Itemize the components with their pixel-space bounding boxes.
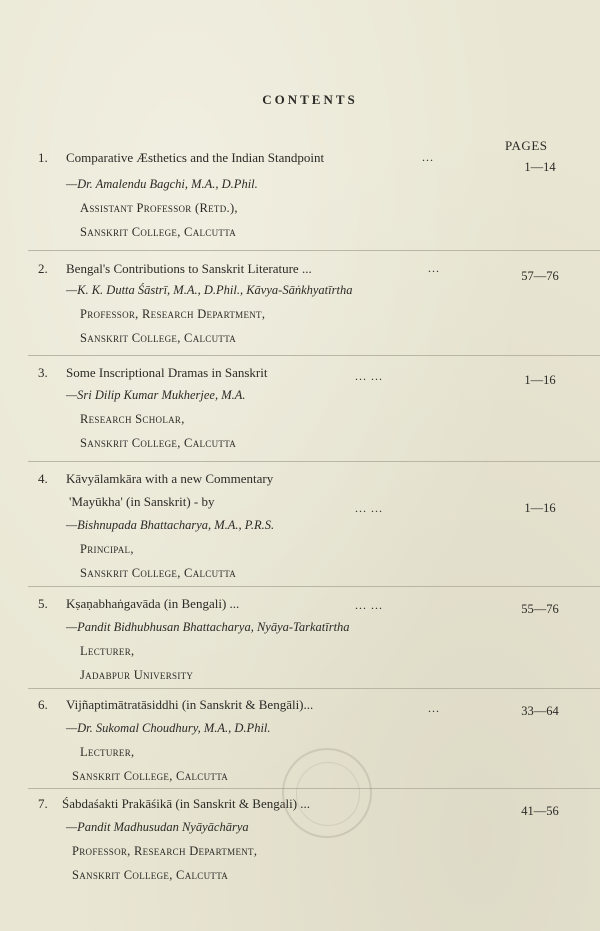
entry-title-continued: 'Mayūkha' (in Sanskrit) - by [69, 494, 215, 509]
entry-leader-dots: ... ... [355, 369, 383, 383]
entry-title: Kṣaṇabhaṅgavāda (in Bengali) ... [66, 596, 240, 611]
entry-divider [28, 688, 600, 689]
entry-number: 4. [38, 471, 48, 486]
entry-author: —Dr. Sukomal Choudhury, M.A., D.Phil. [66, 721, 271, 735]
entry-pages: 33—64 [521, 704, 559, 718]
entry-affiliation-line-1: Research Scholar, [80, 412, 185, 426]
entry-title: Śabdaśakti Prakāśikā (in Sanskrit & Bengali) ... [62, 796, 311, 811]
entry-pages: 1—14 [524, 160, 556, 174]
entry-number: 1. [38, 150, 48, 165]
entry-number: 5. [38, 596, 48, 611]
entry-pages: 41—56 [521, 804, 559, 818]
entry-pages: 1—16 [524, 501, 556, 515]
entry-affiliation-line-1: Principal, [80, 542, 134, 556]
entry-title: Vijñaptimātratāsiddhi (in Sanskrit & Bengāli)... [66, 697, 314, 712]
entry-number: 3. [38, 365, 48, 380]
entry-divider [28, 250, 600, 251]
entry-divider [28, 586, 600, 587]
entry-leader-dots: ... ... [355, 598, 383, 612]
entry-affiliation-line-1: Lecturer, [80, 745, 135, 759]
entry-affiliation-line-2: Sanskrit College, Calcutta [80, 331, 237, 345]
entry-affiliation-line-1: Professor, Research Department, [80, 307, 266, 321]
entry-title: Kāvyālamkāra with a new Commentary [66, 471, 274, 486]
entry-title: Bengal's Contributions to Sanskrit Literature ... [66, 261, 312, 276]
entry-affiliation-line-1: Assistant Professor (Retd.), [80, 201, 238, 215]
entry-author: —K. K. Dutta Śāstrī, M.A., D.Phil., Kāvya-Sāṅkhyatīrtha [66, 283, 353, 297]
entry-affiliation-line-1: Lecturer, [80, 644, 135, 658]
entry-leader-dots: ... [428, 261, 440, 275]
page-title: CONTENTS [262, 92, 358, 107]
entry-author: —Sri Dilip Kumar Mukherjee, M.A. [66, 388, 246, 402]
entry-affiliation-line-2: Sanskrit College, Calcutta [72, 868, 229, 882]
entry-author: —Dr. Amalendu Bagchi, M.A., D.Phil. [66, 177, 258, 191]
entry-pages: 57—76 [521, 269, 559, 283]
entry-affiliation-line-2: Jadabpur University [80, 668, 194, 682]
entry-divider [28, 355, 600, 356]
pages-column-header: PAGES [505, 138, 548, 153]
entry-leader-dots: ... [428, 701, 440, 715]
entry-affiliation-line-1: Professor, Research Department, [72, 844, 258, 858]
library-stamp-watermark [282, 748, 372, 838]
entry-title: Comparative Æsthetics and the Indian Standpoint [66, 150, 325, 165]
entry-author: —Pandit Bidhubhusan Bhattacharya, Nyāya-Tarkatīrtha [66, 620, 350, 634]
entry-leader-dots: ... [422, 150, 434, 164]
entry-pages: 55—76 [521, 602, 559, 616]
entry-author: —Bishnupada Bhattacharya, M.A., P.R.S. [66, 518, 275, 532]
entry-leader-dots: ... ... [355, 501, 383, 515]
entry-affiliation-line-2: Sanskrit College, Calcutta [80, 225, 237, 239]
entry-number: 7. [38, 796, 48, 811]
entry-number: 2. [38, 261, 48, 276]
entry-author: —Pandit Madhusudan Nyāyāchārya [66, 820, 249, 834]
library-stamp-inner-ring [296, 762, 360, 826]
entry-pages: 1—16 [524, 373, 556, 387]
entry-divider [28, 461, 600, 462]
entry-title: Some Inscriptional Dramas in Sanskrit [66, 365, 268, 380]
entry-affiliation-line-2: Sanskrit College, Calcutta [72, 769, 229, 783]
entry-number: 6. [38, 697, 48, 712]
entry-affiliation-line-2: Sanskrit College, Calcutta [80, 436, 237, 450]
entry-affiliation-line-2: Sanskrit College, Calcutta [80, 566, 237, 580]
